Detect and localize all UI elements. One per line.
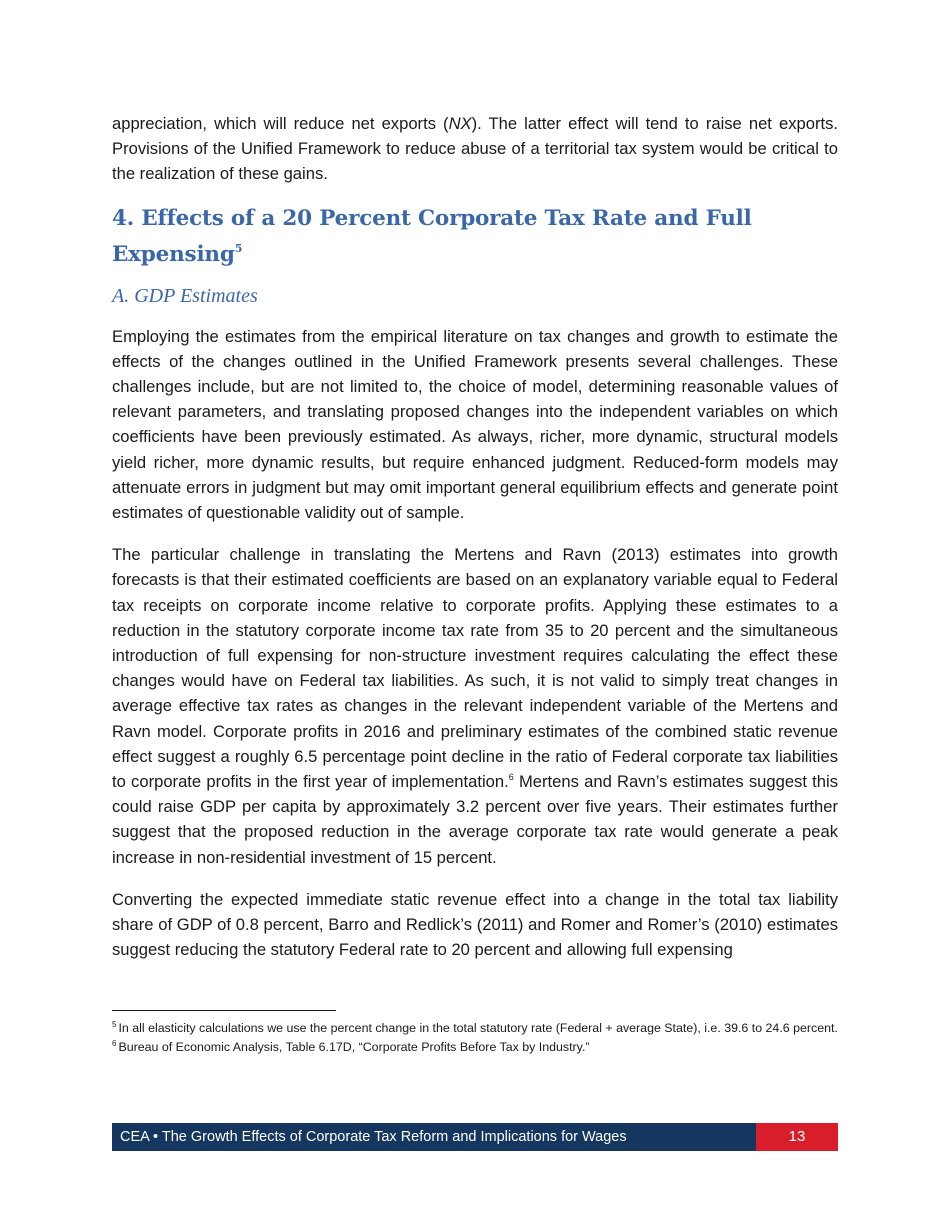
paragraph-2-text-a: The particular challenge in translating the Mertens and Ravn (2013) estimates into growth forecasts is that their estimated coefficients are based on an explanatory variable equal to Federal tax receipts on corporate income relative to corporate profits. Applying these estimates to a reduction in the statutory corporate income tax rate from 35 to 20 percent and the simultaneous introduction of full expensing for non-structure investment requires calculating the effect these changes would have on Federal tax liabilities. As such, it is not valid to simply treat changes in average effective tax rates as changes in the relevant independent variable of the Mertens and Ravn model. Corporate profits in 2016 and preliminary estimates of the combined static revenue effect suggest a roughly 6.5 percentage point decline in the ratio of Federal corporate tax liabilities to corporate profits in the first year of implementation.: [112, 545, 838, 792]
paragraph-2: [112, 542, 838, 870]
page-footer: [112, 1123, 838, 1151]
intro-text-2: ). The latter effect will tend to raise net exports. Provisions of the Unified Framework to reduce abuse of a territorial tax system would be critical to the realization of these gains.: [112, 114, 838, 184]
footnote-divider: [112, 1010, 336, 1011]
footnote-6-text: Bureau of Economic Analysis, Table 6.17D, “Corporate Profits Before Tax by Industry.”: [118, 1040, 590, 1054]
paragraph-1: Employing the estimates from the empirical literature on tax changes and growth to estimate the effects of the changes outlined in the Unified Framework presents several challenges. These challenges include, but are not limited to, the choice of model, determining reasonable values of relevant parameters, and translating proposed changes into the independent variables on which coefficients have been previously estimated. As always, richer, more dynamic, structural models yield richer, more dynamic results, but require enhanced judgment. Reduced-form models may attenuate errors in judgment but may omit important general equilibrium effects and generate point estimates of questionable validity out of sample.: [112, 326, 838, 523]
footer-title: CEA • The Growth Effects of Corporate Tax Reform and Implications for Wages: [112, 1123, 756, 1151]
paragraph-2-footnote-mark[interactable]: 6: [508, 772, 514, 783]
section-footnote-mark[interactable]: 5: [234, 241, 243, 255]
footnotes: [112, 1019, 838, 1057]
footnote-5: [112, 1019, 838, 1038]
footnote-5-text: In all elasticity calculations we use the percent change in the total statutory rate (Federal + average State), i.e. 39.6 to 24.6 percent.: [118, 1021, 838, 1035]
footnote-6-mark: 6: [112, 1039, 117, 1048]
paragraph-3: Converting the expected immediate static revenue effect into a change in the total tax liability share of GDP of 0.8 percent, Barro and Redlick’s (2011) and Romer and Romer’s (2010) estimates suggest reducing the statutory Federal rate to 20 percent and allowing full expensing: [112, 889, 838, 960]
footnote-5-mark: 5: [112, 1020, 117, 1029]
section-title: 4. Effects of a 20 Percent Corporate Tax Rate and Full Expensing: [112, 205, 752, 267]
intro-text-1: appreciation, which will reduce net exports (: [112, 114, 449, 133]
page-number: 13: [756, 1123, 838, 1151]
paragraph-2-text-b: Mertens and Ravn’s estimates suggest this could raise GDP per capita by approximately 3.2 percent over five years. Their estimates further suggest that the proposed reduction in the average corporate tax rate would generate a peak increase in non-residential investment of 15 percent.: [112, 772, 838, 867]
section-heading: [112, 204, 838, 270]
intro-nx-term: NX: [448, 114, 472, 133]
subsection-heading: A. GDP Estimates: [112, 284, 258, 307]
document-body: [112, 111, 838, 962]
intro-paragraph: [112, 111, 838, 187]
footnote-6: [112, 1038, 838, 1057]
